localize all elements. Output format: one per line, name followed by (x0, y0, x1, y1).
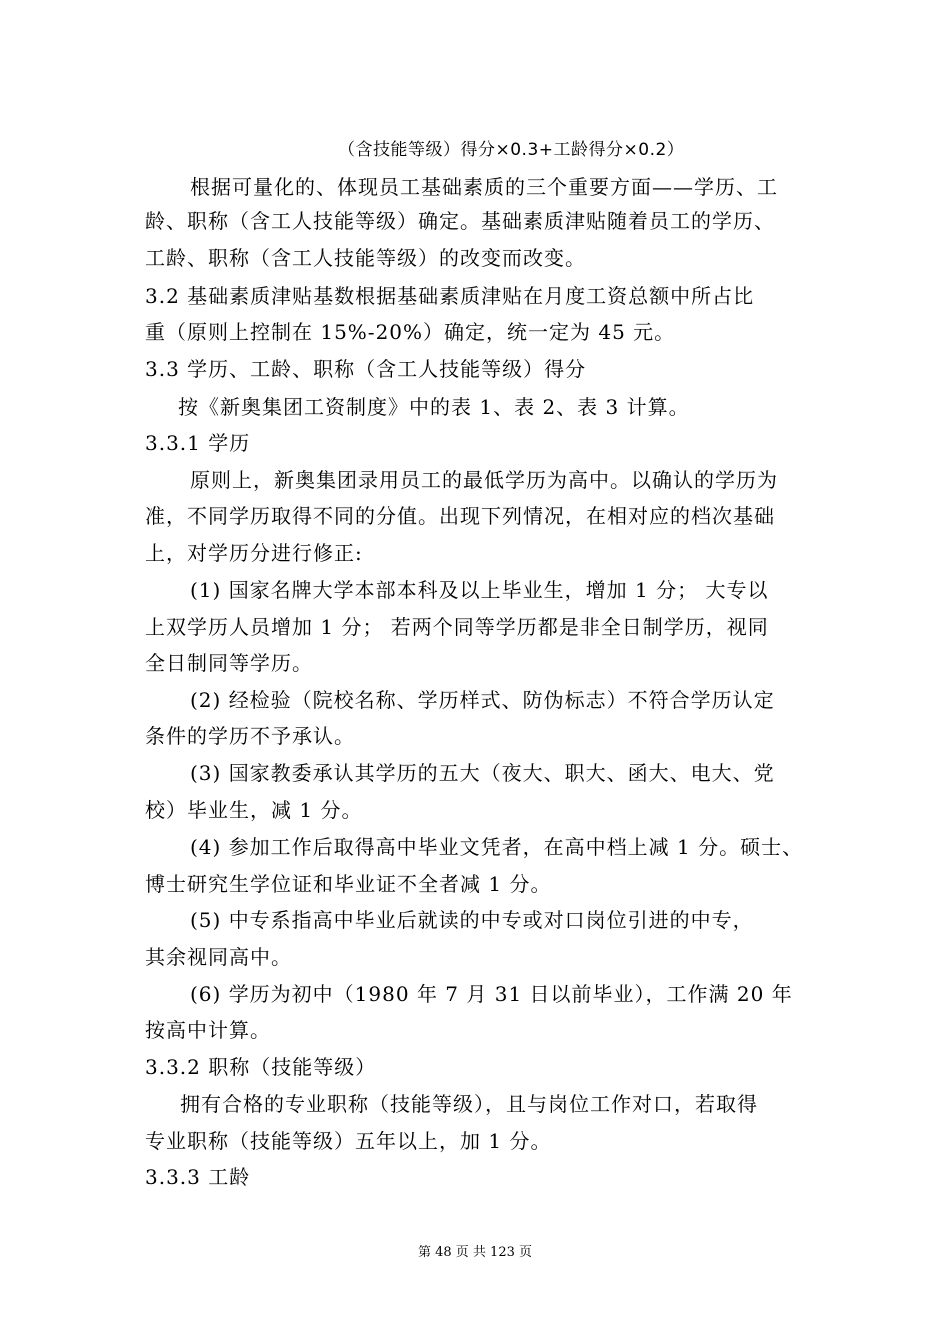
list-item-2-cont: 条件的学历不予承认。 (145, 724, 355, 748)
formula-line: （含技能等级）得分×0.3+工龄得分×0.2） (338, 140, 685, 160)
list-item-2: (2) 经检验（院校名称、学历样式、防伪标志）不符合学历认定 (190, 688, 775, 712)
paragraph-line: 专业职称（技能等级）五年以上，加 1 分。 (145, 1129, 552, 1153)
paragraph-line: 准，不同学历取得不同的分值。出现下列情况，在相对应的档次基础 (145, 504, 775, 528)
paragraph-line: 龄、职称（含工人技能等级）确定。基础素质津贴随着员工的学历、 (145, 209, 775, 233)
list-item-3-cont: 校）毕业生，减 1 分。 (145, 798, 363, 822)
list-item-6-cont: 按高中计算。 (145, 1018, 271, 1042)
list-item-4: (4) 参加工作后取得高中毕业文凭者，在高中档上减 1 分。硕士、 (190, 835, 804, 859)
section-heading-3-2: 3.2 基础素质津贴基数根据基础素质津贴在月度工资总额中所占比 (145, 284, 755, 308)
paragraph-line: 重（原则上控制在 15%-20%）确定，统一定为 45 元。 (145, 320, 676, 344)
list-item-1-cont: 上双学历人员增加 1 分； 若两个同等学历都是非全日制学历，视同 (145, 615, 769, 639)
list-item-1-cont: 全日制同等学历。 (145, 651, 313, 675)
section-heading-3-3: 3.3 学历、工龄、职称（含工人技能等级）得分 (145, 357, 587, 381)
paragraph-line: 工龄、职称（含工人技能等级）的改变而改变。 (145, 246, 586, 270)
paragraph-line: 上，对学历分进行修正: (145, 541, 363, 565)
section-heading-3-3-2: 3.3.2 职称（技能等级） (145, 1055, 377, 1079)
paragraph-line: 拥有合格的专业职称（技能等级），且与岗位工作对口，若取得 (180, 1092, 758, 1116)
section-heading-3-3-3: 3.3.3 工龄 (145, 1165, 251, 1189)
paragraph-line: 原则上，新奥集团录用员工的最低学历为高中。以确认的学历为 (190, 468, 778, 492)
list-item-3: (3) 国家教委承认其学历的五大（夜大、职大、函大、电大、党 (190, 761, 775, 785)
page-number-footer: 第 48 页 共 123 页 (417, 1245, 533, 1260)
list-item-5: (5) 中专系指高中毕业后就读的中专或对口岗位引进的中专， (190, 908, 754, 932)
list-item-4-cont: 博士研究生学位证和毕业证不全者减 1 分。 (145, 872, 552, 896)
section-heading-3-3-1: 3.3.1 学历 (145, 431, 251, 455)
list-item-6: (6) 学历为初中（1980 年 7 月 31 日以前毕业），工作满 20 年 (190, 982, 793, 1006)
paragraph-line: 按《新奥集团工资制度》中的表 1、表 2、表 3 计算。 (178, 395, 690, 419)
list-item-1: (1) 国家名牌大学本部本科及以上毕业生，增加 1 分； 大专以 (190, 578, 769, 602)
paragraph-line: 根据可量化的、体现员工基础素质的三个重要方面——学历、工 (190, 175, 778, 199)
list-item-5-cont: 其余视同高中。 (145, 945, 292, 969)
